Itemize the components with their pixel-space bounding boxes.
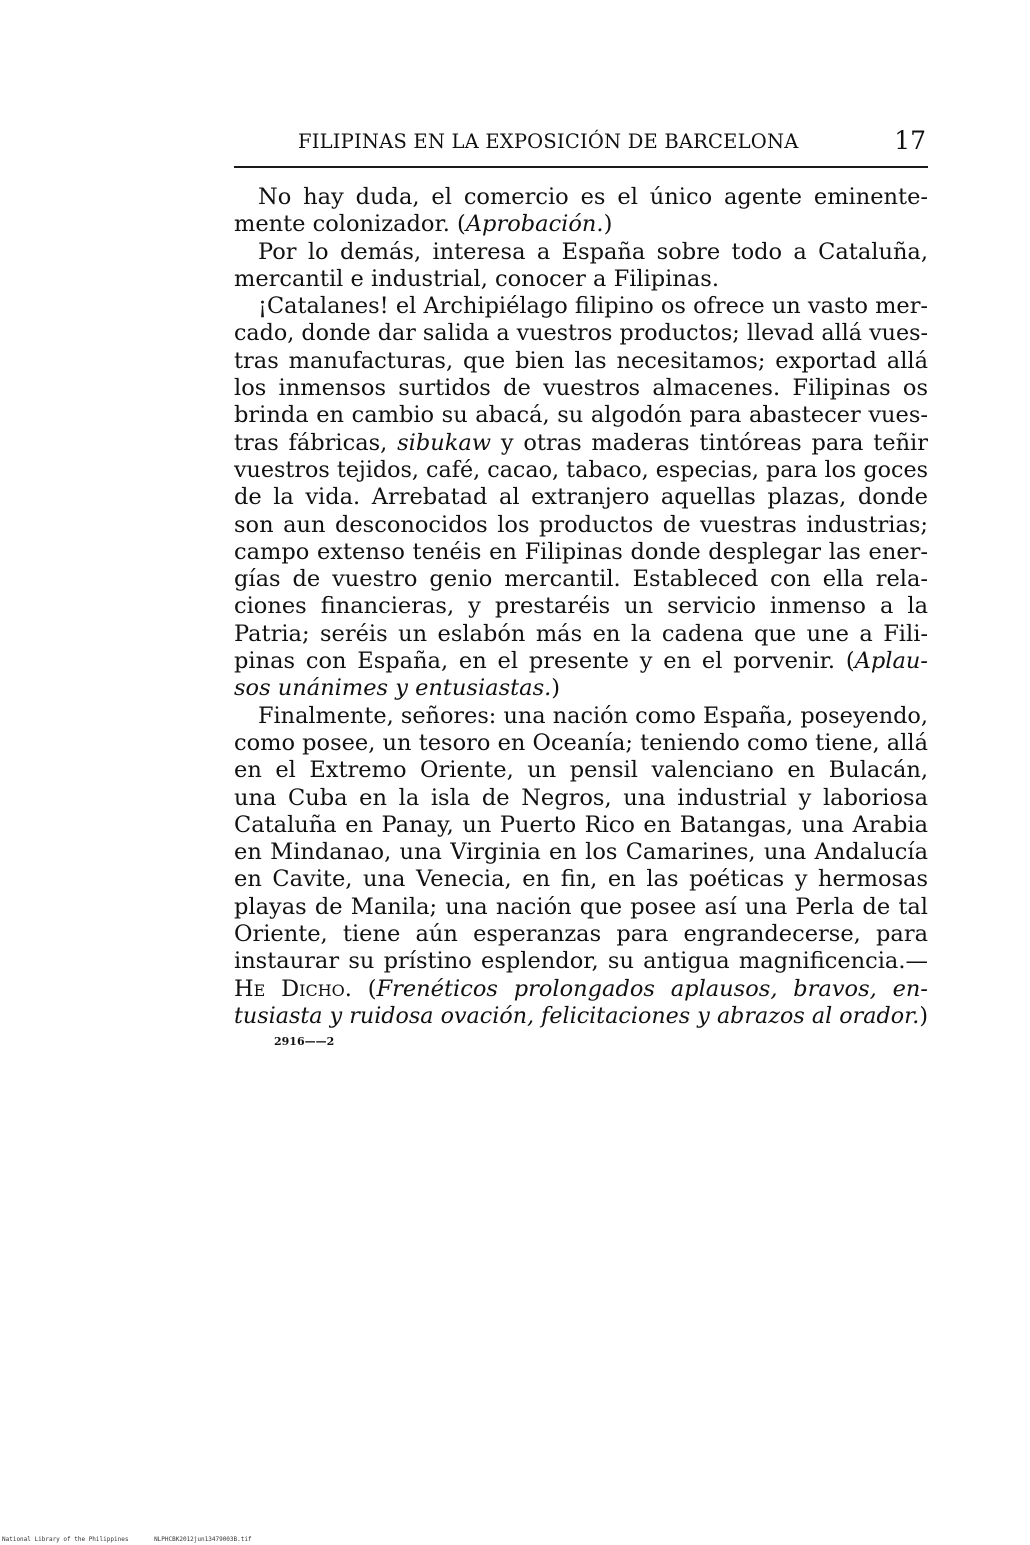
text-line: los inmensos surtidos de vuestros almacenes. Filipinas os [234, 375, 928, 402]
text-line: una Cuba en la isla de Negros, una industrial y laboriosa [234, 784, 928, 811]
small-caps-text: He Dicho. [234, 975, 352, 1002]
text-line: como posee, un tesoro en Oceanía; teniendo como tiene, allá [234, 729, 928, 756]
text-line: Oriente, tiene aún esperanzas para engrandecerse, para [234, 921, 928, 948]
text-line: Cataluña en Panay, un Puerto Rico en Batangas, una Arabia [234, 811, 928, 838]
text-line: sos unánimes y entusiastas.) [234, 675, 561, 702]
text-line: mente colonizador. (Aprobación.) [234, 211, 613, 238]
text-line: en Cavite, una Venecia, en fin, en las poéticas y hermosas [234, 866, 928, 893]
running-head-title: FILIPINAS EN LA EXPOSICIÓN DE BARCELONA [298, 130, 799, 153]
text-line: en Mindanao, una Virginia en los Camarines, una Andalucía [234, 839, 928, 866]
italic-annotation: tusiasta y ruidosa ovación, felicitaciones y abrazos al orador. [234, 1002, 920, 1029]
page-number: 17 [894, 126, 926, 155]
italic-annotation: Aprobación. [465, 211, 604, 238]
text-line: tusiasta y ruidosa ovación, felicitaciones y abrazos al orador.) [234, 1002, 928, 1029]
text-line: Por lo demás, interesa a España sobre todo a Cataluña, [258, 238, 928, 265]
text-line: ciones financieras, y prestaréis un servicio inmenso a la [234, 593, 928, 620]
text-line: cado, donde dar salida a vuestros productos; llevad allá vues- [234, 320, 928, 347]
footer-library: National Library of the Philippines [2, 1536, 129, 1543]
printer-signature-mark: 2916——2 [274, 1035, 335, 1048]
footer-identifier: NLPHCBK2012jun13479003B.tif [154, 1536, 252, 1543]
text-line: vuestros tejidos, café, cacao, tabaco, especias, para los goces [234, 456, 928, 483]
text-line: tras fábricas, sibukaw y otras maderas tintóreas para teñir [234, 429, 928, 456]
text-line: playas de Manila; una nación que posee así una Perla de tal [234, 893, 928, 920]
italic-annotation: Aplau- [854, 648, 928, 675]
text-line: No hay duda, el comercio es el único agente eminente- [258, 184, 928, 210]
text-line: en el Extremo Oriente, un pensil valenciano en Bulacán, [234, 757, 928, 784]
text-line: son aun desconocidos los productos de vuestras industrias; [234, 511, 928, 538]
text-line: Patria; seréis un eslabón más en la cadena que une a Fili- [234, 620, 928, 647]
text-line: ¡Catalanes! el Archipiélago filipino os ofrece un vasto mer- [258, 293, 928, 320]
text-line: Finalmente, señores: una nación como España, poseyendo, [258, 702, 928, 729]
italic-annotation: sos unánimes y entusiastas. [234, 675, 552, 702]
text-line: campo extenso tenéis en Filipinas donde desplegar las ener- [234, 538, 928, 565]
italic-term: sibukaw [397, 429, 491, 456]
italic-annotation: Frenéticos prolongados aplausos, bravos, en- [376, 975, 928, 1002]
text-line: He Dicho. (Frenéticos prolongados aplausos, bravos, en- [234, 975, 928, 1002]
text-line: mercantil e industrial, conocer a Filipinas. [234, 265, 719, 292]
text-line: instaurar su prístino esplendor, su antigua magnificencia.— [234, 948, 928, 975]
body-text [234, 184, 928, 1030]
text-line: gías de vuestro genio mercantil. Estableced con ella rela- [234, 566, 928, 593]
header-rule [234, 166, 928, 168]
text-line: pinas con España, en el presente y en el porvenir. (Aplau- [234, 648, 928, 675]
text-line: tras manufacturas, que bien las necesitamos; exportad allá [234, 347, 928, 374]
scan-footer [2, 1536, 274, 1543]
text-line: brinda en cambio su abacá, su algodón para abastecer vues- [234, 402, 928, 429]
text-line: de la vida. Arrebatad al extranjero aquellas plazas, donde [234, 484, 928, 511]
running-head [232, 126, 928, 160]
